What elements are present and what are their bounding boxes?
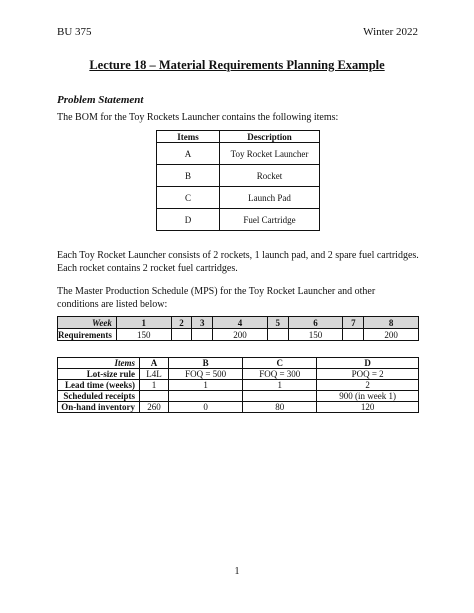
item-header: A — [140, 358, 169, 369]
table-cell: L4L — [140, 369, 169, 380]
bom-description: Fuel Cartridge — [220, 209, 320, 231]
requirement-cell: 150 — [288, 329, 343, 341]
week-cell: 7 — [343, 317, 364, 329]
term: Winter 2022 — [363, 26, 418, 38]
table-cell: 1 — [140, 380, 169, 391]
requirements-label: Requirements — [58, 329, 117, 341]
table-row — [58, 380, 419, 391]
inventory-table — [57, 357, 419, 413]
week-cell: 6 — [288, 317, 343, 329]
table-cell: POQ = 2 — [317, 369, 419, 380]
table-cell: 900 (in week 1) — [317, 391, 419, 402]
requirement-cell — [192, 329, 213, 341]
item-header: C — [243, 358, 317, 369]
bom-header-items: Items — [157, 131, 220, 143]
table-cell: FOQ = 500 — [169, 369, 243, 380]
requirement-cell — [343, 329, 364, 341]
bom-item: D — [157, 209, 220, 231]
intro-text: The BOM for the Toy Rockets Launcher contains the following items: — [57, 112, 339, 123]
row-label: Lead time (weeks) — [58, 380, 140, 391]
page-title: Lecture 18 – Material Requirements Planning Example — [89, 58, 385, 72]
table-cell: 1 — [243, 380, 317, 391]
row-label: Lot-size rule — [58, 369, 140, 380]
item-header: B — [169, 358, 243, 369]
table-cell: FOQ = 300 — [243, 369, 317, 380]
table-row — [58, 391, 419, 402]
inventory-header-row — [58, 358, 419, 369]
bom-header-row — [157, 131, 320, 143]
table-row — [157, 165, 320, 187]
week-cell: 3 — [192, 317, 213, 329]
table-row — [157, 209, 320, 231]
bom-description: Toy Rocket Launcher — [220, 143, 320, 165]
table-cell — [169, 391, 243, 402]
bom-description: Rocket — [220, 165, 320, 187]
section-heading: Problem Statement — [57, 94, 144, 106]
week-cell: 1 — [116, 317, 171, 329]
bom-description: Launch Pad — [220, 187, 320, 209]
table-row — [58, 402, 419, 413]
items-header: Items — [58, 358, 140, 369]
bom-table — [156, 130, 320, 231]
week-cell: 5 — [267, 317, 288, 329]
requirement-cell: 200 — [213, 329, 268, 341]
bom-item: B — [157, 165, 220, 187]
week-cell: 2 — [171, 317, 192, 329]
table-cell — [140, 391, 169, 402]
table-row — [157, 143, 320, 165]
table-cell: 260 — [140, 402, 169, 413]
table-cell: 120 — [317, 402, 419, 413]
row-label: Scheduled receipts — [58, 391, 140, 402]
table-row — [58, 369, 419, 380]
requirement-cell — [267, 329, 288, 341]
week-label: Week — [58, 317, 117, 329]
mps-table — [57, 316, 419, 341]
row-label: On-hand inventory — [58, 402, 140, 413]
course-code: BU 375 — [57, 26, 92, 38]
requirement-cell — [171, 329, 192, 341]
table-cell: 0 — [169, 402, 243, 413]
table-cell: 1 — [169, 380, 243, 391]
table-cell: 80 — [243, 402, 317, 413]
bom-item: C — [157, 187, 220, 209]
mps-requirements-row — [58, 329, 419, 341]
bom-header-description: Description — [220, 131, 320, 143]
table-cell — [243, 391, 317, 402]
requirement-cell: 200 — [364, 329, 419, 341]
page-number: 1 — [234, 566, 240, 577]
mps-paragraph: The Master Production Schedule (MPS) for the Toy Rocket Launcher and other conditions are listed below: — [57, 286, 376, 310]
table-row — [157, 187, 320, 209]
bom-item: A — [157, 143, 220, 165]
table-cell: 2 — [317, 380, 419, 391]
item-header: D — [317, 358, 419, 369]
week-cell: 4 — [213, 317, 268, 329]
requirement-cell: 150 — [116, 329, 171, 341]
week-cell: 8 — [364, 317, 419, 329]
mps-week-row — [58, 317, 419, 329]
composition-paragraph: Each Toy Rocket Launcher consists of 2 rockets, 1 launch pad, and 2 spare fuel cartridges. Each rocket contains 2 rocket fuel cartridges. — [57, 250, 419, 274]
